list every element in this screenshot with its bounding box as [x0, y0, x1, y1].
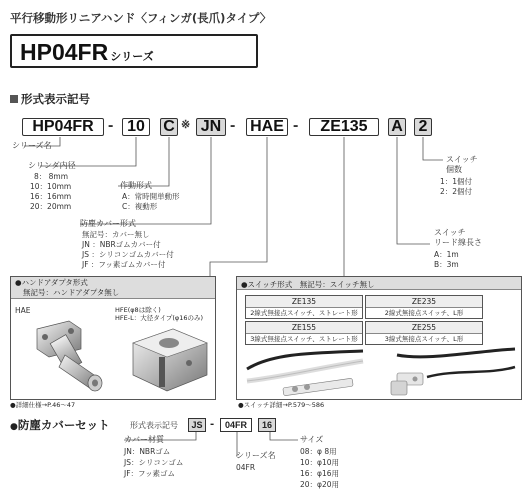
count-option: 1：1個付 [440, 177, 473, 186]
cover-code-size: 16 [258, 418, 276, 432]
cover-set-heading [10, 420, 110, 432]
l-switch-image [387, 347, 517, 399]
code-cover: JN [196, 118, 226, 136]
switch-code: ZE135 [246, 296, 362, 308]
switch-code: ZE255 [366, 322, 482, 334]
separator: - [108, 117, 114, 134]
switch-card-ze235 [365, 295, 483, 319]
cover-size: 08：φ 8用 [300, 447, 337, 456]
switch-desc: 2線式無接点スイッチ、ストレート形 [250, 309, 358, 317]
switch-card-ze155 [245, 321, 363, 345]
lead-option: B：3m [434, 260, 459, 269]
label-lead-title: スイッチ [434, 228, 466, 237]
cover-option: JF ：フッ素ゴムカバー付 [82, 260, 166, 269]
switch-card-ze135 [245, 295, 363, 319]
cover-option: 無記号：カバー無し [82, 230, 150, 239]
hand-adapter-footnote: ●詳細仕様→P.46～47 [10, 401, 76, 409]
model-heading-text: 形式表示記号 [21, 92, 90, 106]
switch-code: ZE235 [366, 296, 482, 308]
switch-desc: 3線式無接点スイッチ、ストレート形 [250, 335, 358, 343]
cover-set-prefix: 形式表示記号 [130, 421, 178, 430]
hfe-label: HFE(φ8は除く) [115, 306, 161, 314]
cover-size-title: サイズ [300, 435, 324, 444]
switch-panel [236, 276, 522, 400]
cover-size: 16：φ16用 [300, 469, 340, 478]
bore-option: 20：20mm [30, 202, 72, 211]
label-action-title: 作動形式 [120, 181, 152, 190]
code-action: C [160, 118, 178, 136]
cover-code-series: 04FR [220, 418, 252, 432]
switch-code: ZE155 [246, 322, 362, 334]
switch-header: ●スイッチ形式 無記号：スイッチ無し [237, 277, 521, 290]
cover-material-title: カバー材質 [124, 435, 164, 444]
label-count-title: スイッチ [446, 155, 478, 164]
label-cover-title: 防塵カバー形式 [80, 219, 136, 228]
cover-option: JS ：シリコンゴムカバー付 [82, 250, 174, 259]
straight-switch-image [243, 347, 367, 399]
code-lead: A [388, 118, 406, 136]
separator: - [210, 419, 215, 430]
hae-adapter-image [31, 319, 111, 397]
count-option: 2：2個付 [440, 187, 473, 196]
action-option: C：複動形 [122, 202, 158, 211]
hfe-l-label: HFE-L：大径タイプ(φ16のみ) [115, 314, 204, 322]
separator: - [293, 117, 299, 134]
switch-desc: 2線式無接点スイッチ、L形 [384, 309, 464, 317]
cover-option: JN ：NBRゴムカバー付 [82, 240, 161, 249]
hand-adapter-header [11, 277, 215, 299]
hae-label: HAE [15, 306, 31, 315]
cover-set-heading-text: 防塵カバーセット [17, 418, 110, 432]
cover-series-value: 04FR [236, 463, 256, 472]
hfe-adapter-image [129, 325, 211, 395]
cover-series-title: シリーズ名 [236, 451, 276, 460]
code-count: 2 [414, 118, 432, 136]
switch-desc: 3線式無接点スイッチ、L形 [384, 335, 464, 343]
switch-footnote: ●スイッチ詳細→P.579～586 [238, 401, 325, 409]
code-series: HP04FR [22, 118, 104, 136]
cover-material: JF：フッ素ゴム [124, 469, 176, 478]
code-switch: ZE135 [309, 118, 379, 136]
hand-adapter-title: ●ハンドアダプタ形式 [15, 278, 88, 287]
separator: - [230, 117, 236, 134]
switch-card-ze255 [365, 321, 483, 345]
action-option: A：常時開単動形 [122, 192, 180, 201]
cover-size: 10：φ10用 [300, 458, 340, 467]
separator-note: ※ [181, 119, 191, 131]
hand-adapter-note: 無記号：ハンドアダプタ無し [23, 287, 120, 297]
title-suffix: シリーズ [110, 51, 154, 63]
page-subtitle: 平行移動形リニアハンド〈フィンガ(長爪)タイプ〉 [10, 11, 272, 25]
cover-material: JS：シリコンゴム [124, 458, 184, 467]
bore-option: 16：16mm [30, 192, 72, 201]
label-series: シリーズ名 [12, 141, 52, 150]
label-lead-title: リード線長さ [434, 238, 482, 247]
circle-bullet-icon: ● [10, 422, 18, 432]
bore-option: 10：10mm [30, 182, 72, 191]
cover-size: 20：φ20用 [300, 480, 340, 489]
cover-code-material: JS [188, 418, 206, 432]
label-bore-title: シリンダ内径 [28, 161, 76, 170]
label-count-title: 個数 [446, 165, 462, 174]
code-bore: 10 [122, 118, 150, 136]
code-hand-adapter: HAE [246, 118, 288, 136]
page-title: HP04FR [20, 39, 109, 65]
lead-option: A：1m [434, 250, 459, 259]
hand-adapter-panel [10, 276, 216, 400]
cover-material: JN：NBRゴム [124, 447, 171, 456]
bore-option: 8： 8mm [34, 172, 69, 181]
